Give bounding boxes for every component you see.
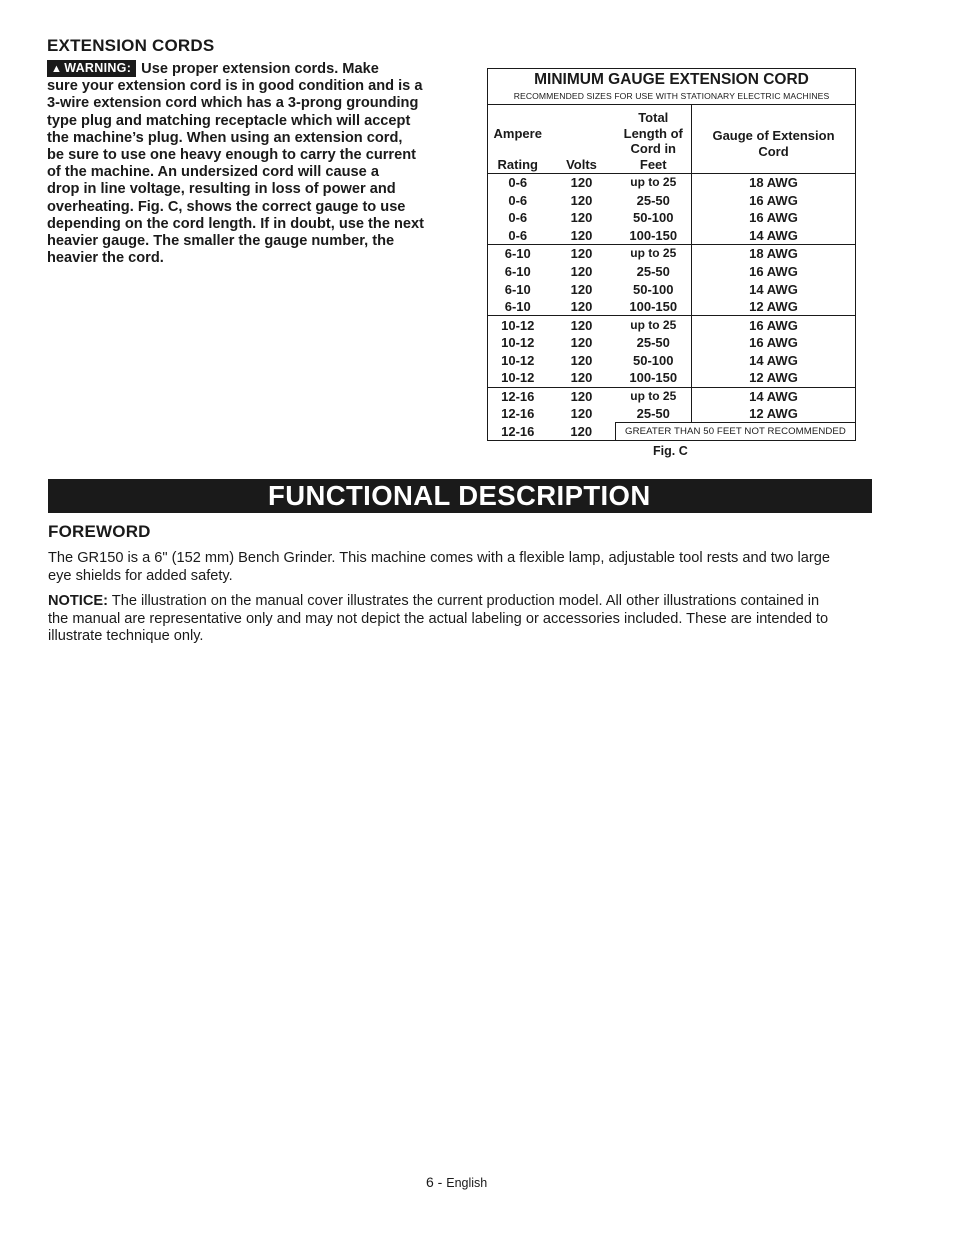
cell-volts: 120 bbox=[570, 352, 593, 368]
text-line: eye shields for added safety. bbox=[48, 567, 233, 584]
cell-ampere: 6-10 bbox=[488, 298, 548, 316]
page-footer bbox=[426, 1174, 487, 1190]
foreword-paragraph bbox=[48, 550, 878, 585]
cell-gauge: 12 AWG bbox=[692, 405, 856, 423]
cell-ampere: 12-16 bbox=[488, 423, 548, 441]
text-line: the machine’s plug. When using an extension cord, bbox=[47, 129, 403, 146]
cell-volts: 120 bbox=[548, 227, 616, 245]
cell-gauge: 18 AWG bbox=[692, 245, 856, 263]
warning-triangle-icon: ▲ bbox=[51, 63, 63, 75]
table-row bbox=[488, 369, 856, 387]
text-line: of the machine. An undersized cord will cause a bbox=[47, 164, 379, 181]
cell-gauge: 16 AWG bbox=[692, 262, 856, 280]
table-row bbox=[488, 245, 856, 263]
text-line: drop in line voltage, resulting in loss of power and bbox=[47, 181, 396, 198]
cell-volts: 120 bbox=[570, 246, 593, 262]
cell-volts: 120 bbox=[570, 335, 593, 351]
cell-length: up to 25 bbox=[616, 316, 692, 334]
cell-gauge: 14 AWG bbox=[692, 351, 856, 369]
page-number: 6 - bbox=[426, 1174, 443, 1190]
extension-cords-heading: EXTENSION CORDS bbox=[47, 36, 215, 55]
cell-volts: 120 bbox=[548, 369, 616, 387]
cell-ampere: 0-6 bbox=[488, 174, 548, 192]
cell-length: up to 25 bbox=[616, 245, 692, 263]
table-row bbox=[488, 191, 856, 209]
cell-length: up to 25 bbox=[616, 174, 692, 192]
cell-volts: 120 bbox=[570, 388, 593, 404]
cell-gauge: 16 AWG bbox=[692, 191, 856, 209]
text-line: sure your extension cord is in good condition and is a bbox=[47, 78, 423, 95]
text-line: illustrate technique only. bbox=[48, 628, 204, 645]
cell-ampere: 10-12 bbox=[488, 316, 548, 334]
cell-volts: 120 bbox=[570, 192, 593, 208]
text-line: The GR150 is a 6" (152 mm) Bench Grinder. This machine comes with a flexible lamp, adjustable tool rests and two large bbox=[48, 550, 830, 566]
table-row bbox=[488, 209, 856, 227]
table-row bbox=[488, 387, 856, 405]
table-note: GREATER THAN 50 FEET NOT RECOMMENDED bbox=[616, 423, 856, 441]
cell-length: 25-50 bbox=[616, 334, 692, 352]
section-title: FUNCTIONAL DESCRIPTION bbox=[268, 480, 651, 511]
table-row bbox=[488, 316, 856, 334]
text-line: type plug and matching receptacle which will accept bbox=[47, 112, 411, 129]
table-row bbox=[488, 280, 856, 298]
col-header-ampere: Ampere Rating bbox=[488, 105, 548, 174]
extension-cords-text bbox=[47, 60, 447, 267]
cell-gauge: 12 AWG bbox=[692, 298, 856, 316]
cell-gauge: 12 AWG bbox=[692, 369, 856, 387]
cell-length: 25-50 bbox=[616, 405, 692, 423]
cell-ampere: 0-6 bbox=[488, 227, 548, 245]
cell-length: 50-100 bbox=[616, 280, 692, 298]
cell-length: 100-150 bbox=[616, 227, 692, 245]
cell-volts: 120 bbox=[548, 423, 616, 441]
cell-length: 25-50 bbox=[616, 191, 692, 209]
cell-ampere: 0-6 bbox=[488, 209, 548, 227]
cell-length: 50-100 bbox=[616, 209, 692, 227]
text-line: overheating. Fig. C, shows the correct gauge to use bbox=[47, 198, 406, 215]
text-line: be sure to use one heavy enough to carry the current bbox=[47, 147, 416, 164]
table-title: MINIMUM GAUGE EXTENSION CORD bbox=[488, 69, 856, 91]
col-header-length: Total Length of Cord in Feet bbox=[616, 105, 692, 174]
text-line: Use proper extension cords. Make bbox=[141, 61, 379, 77]
cell-length: 100-150 bbox=[616, 298, 692, 316]
cell-volts: 120 bbox=[570, 317, 593, 333]
text-line: 3-wire extension cord which has a 3-prong grounding bbox=[47, 95, 419, 112]
warning-label: WARNING: bbox=[64, 61, 132, 75]
cell-length: 100-150 bbox=[616, 369, 692, 387]
col-header-volts: Volts bbox=[548, 105, 616, 174]
col-header-gauge: Gauge of Extension Cord bbox=[692, 105, 856, 174]
warning-line bbox=[47, 60, 447, 78]
cell-ampere: 10-12 bbox=[488, 369, 548, 387]
cell-ampere: 12-16 bbox=[488, 405, 548, 423]
cell-ampere: 6-10 bbox=[488, 280, 548, 298]
cell-gauge: 18 AWG bbox=[692, 174, 856, 192]
cell-volts: 120 bbox=[570, 406, 593, 422]
cell-volts: 120 bbox=[570, 175, 593, 191]
cell-volts: 120 bbox=[570, 263, 593, 279]
foreword-heading: FOREWORD bbox=[48, 522, 151, 541]
notice-paragraph bbox=[48, 593, 878, 646]
text-line: depending on the cord length. If in doubt, use the next bbox=[47, 215, 424, 232]
cell-volts: 120 bbox=[570, 281, 593, 297]
gauge-table bbox=[487, 68, 856, 441]
cell-gauge: 14 AWG bbox=[692, 280, 856, 298]
cell-length: up to 25 bbox=[616, 387, 692, 405]
table-row bbox=[488, 405, 856, 423]
cell-ampere: 6-10 bbox=[488, 262, 548, 280]
table-row bbox=[488, 334, 856, 352]
figure-label: Fig. C bbox=[653, 444, 688, 458]
cell-length: 50-100 bbox=[616, 351, 692, 369]
cell-gauge: 16 AWG bbox=[692, 316, 856, 334]
section-banner bbox=[48, 479, 872, 513]
table-row bbox=[488, 298, 856, 316]
cell-length: 25-50 bbox=[616, 262, 692, 280]
table-row bbox=[488, 351, 856, 369]
text-line: the manual are representative only and may not depict the actual labeling or accessories included. These are intended to bbox=[48, 610, 829, 627]
table-subtitle: RECOMMENDED SIZES FOR USE WITH STATIONARY ELECTRIC MACHINES bbox=[488, 91, 856, 105]
table-row bbox=[488, 262, 856, 280]
table-row bbox=[488, 227, 856, 245]
text-line: NOTICE: The illustration on the manual cover illustrates the current production model. All other illustrations contained in bbox=[48, 593, 820, 609]
cell-gauge: 14 AWG bbox=[692, 227, 856, 245]
table-body bbox=[488, 174, 856, 441]
text-line: heavier the cord. bbox=[47, 250, 164, 267]
cell-gauge: 14 AWG bbox=[692, 387, 856, 405]
footer-language: English bbox=[446, 1176, 488, 1190]
cell-ampere: 12-16 bbox=[488, 387, 548, 405]
cell-volts: 120 bbox=[548, 298, 616, 316]
warning-badge bbox=[47, 60, 136, 77]
table-row bbox=[488, 174, 856, 192]
cell-ampere: 10-12 bbox=[488, 334, 548, 352]
table-row bbox=[488, 423, 856, 441]
cell-ampere: 10-12 bbox=[488, 351, 548, 369]
text-line: heavier gauge. The smaller the gauge number, the bbox=[47, 233, 395, 250]
cell-volts: 120 bbox=[570, 210, 593, 226]
cell-gauge: 16 AWG bbox=[692, 334, 856, 352]
cell-gauge: 16 AWG bbox=[692, 209, 856, 227]
notice-label: NOTICE: bbox=[48, 593, 108, 609]
cell-ampere: 0-6 bbox=[488, 191, 548, 209]
cell-ampere: 6-10 bbox=[488, 245, 548, 263]
